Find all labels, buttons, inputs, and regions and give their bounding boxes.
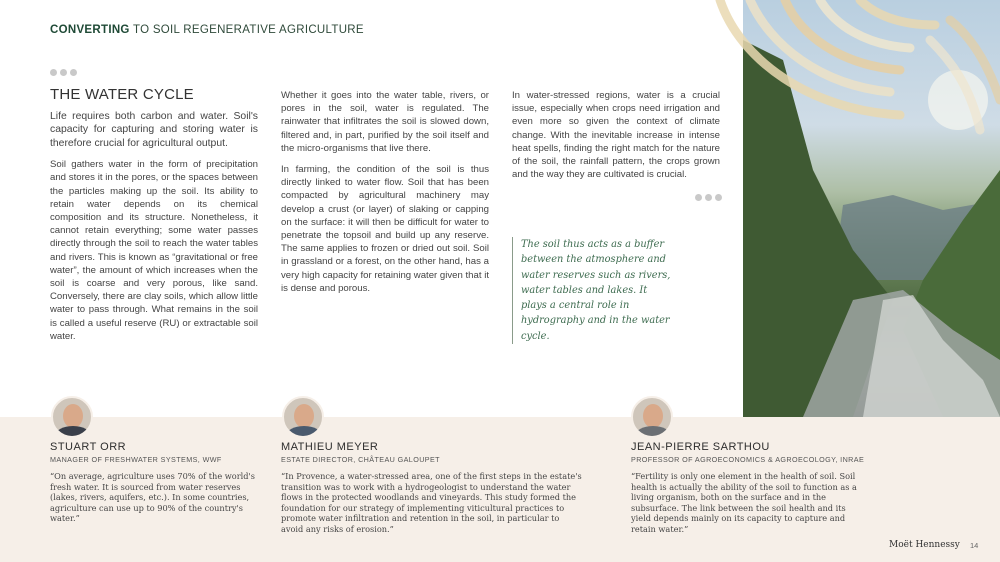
text-column-1 (50, 110, 258, 351)
paragraph: Life requires both carbon and water. Soil's capacity for capturing and storing water is therefore crucial for agricultural output. (50, 111, 258, 149)
speaker-block (631, 441, 866, 535)
pull-quote: The soil thus acts as a buffer between the atmosphere and water reserves such as rivers, water tables and lakes. It plays a central role in hydrography and in the water cycle. (512, 237, 672, 344)
speaker-quote: “On average, agriculture uses 70% of the world's fresh water. It is sourced from water reserves (lakes, rivers, aquifers, etc.). In some countries, agriculture can use up to 90% of the country's water.” (50, 471, 255, 524)
paragraph: In farming, the condition of the soil is thus directly linked to water flow. Soil that has been compacted by agricultural machinery may develop a crust (or layer) of slaking or capping on the surface: it will then be difficult for water to penetrate the topsoil and build up any reserve. The same applies to frozen or dried out soil. Soil in grassland or a forest, on the other hand, has a very high capacity for retaining water given that it is dense and porous. (281, 164, 489, 294)
ellipsis-dots-icon (50, 69, 77, 76)
ellipsis-dots-icon (695, 194, 722, 201)
header-rest: TO SOIL REGENERATIVE AGRICULTURE (129, 24, 364, 36)
brand-logo: Moët Hennessy (889, 540, 960, 550)
text-column-2 (281, 89, 489, 303)
speaker-name: JEAN-PIERRE SARTHOU (631, 441, 770, 453)
speaker-role: ESTATE DIRECTOR, CHÂTEAU GALOUPET (281, 455, 440, 464)
avatar (282, 396, 324, 438)
section-title: THE WATER CYCLE (50, 86, 194, 103)
speaker-name: MATHIEU MEYER (281, 441, 379, 453)
speaker-block (50, 441, 262, 524)
paragraph: Whether it goes into the water table, rivers, or pores in the soil, water is regulated. The rainwater that infiltrates the soil is slowed down, filtered and, in part, purified by the soil itself and the micro-organisms that live there. (281, 90, 489, 154)
speaker-quote: “Fertility is only one element in the health of soil. Soil health is actually the ability of the soil to function as a living organism, both on the surface and in the subsurface. The link between the soil health and its yield depends mainly on its capacity to capture and retain water.” (631, 471, 857, 534)
text-column-3 (512, 89, 720, 189)
speaker-block (281, 441, 583, 535)
avatar (631, 396, 673, 438)
paragraph: Soil gathers water in the form of precipitation and stores it in the pores, or the spaces between the particles making up the soil. Its ability to retain water depends on its chemical composition and its structure. Nonetheless, it cannot retain everything; some water passes directly through the soil to reach the water tables and rivers. This is known as “gravitational or free water”, the amount of which increases when the soil is coarse and very porous, like sand. Conversely, there are clay soils, which allow little water to pass through. What remains in the soil is called a useful reserve (RU) or extractable soil water. (50, 159, 258, 342)
speaker-quote: “In Provence, a water-stressed area, one of the first steps in the estate's transition was to work with a hydrogeologist to understand the water flows in the protected woodlands and vineyards. This study formed the foundation for our strategy of implementing viticultural practices to promote water infiltration and retention in the soil, in particular to avoid any risks of erosion.” (281, 471, 582, 534)
paragraph: In water-stressed regions, water is a crucial issue, especially when crops need irrigation and even more so given the context of climate change. With the inevitable increase in intense heat spells, finding the right match for the nature of the soil, the rainfall pattern, the crops grown and the way they are cultivated is crucial. (512, 90, 720, 181)
fingerprint-swirl-icon (700, 0, 1000, 140)
speaker-role: PROFESSOR OF AGROECONOMICS & AGROECOLOGY, INRAE (631, 455, 865, 464)
header-strong: CONVERTING (50, 24, 130, 36)
running-header (50, 24, 364, 36)
page-number: 14 (970, 541, 979, 550)
speaker-role: MANAGER OF FRESHWATER SYSTEMS, WWF (50, 455, 222, 464)
avatar (51, 396, 93, 438)
speaker-name: STUART ORR (50, 441, 127, 453)
